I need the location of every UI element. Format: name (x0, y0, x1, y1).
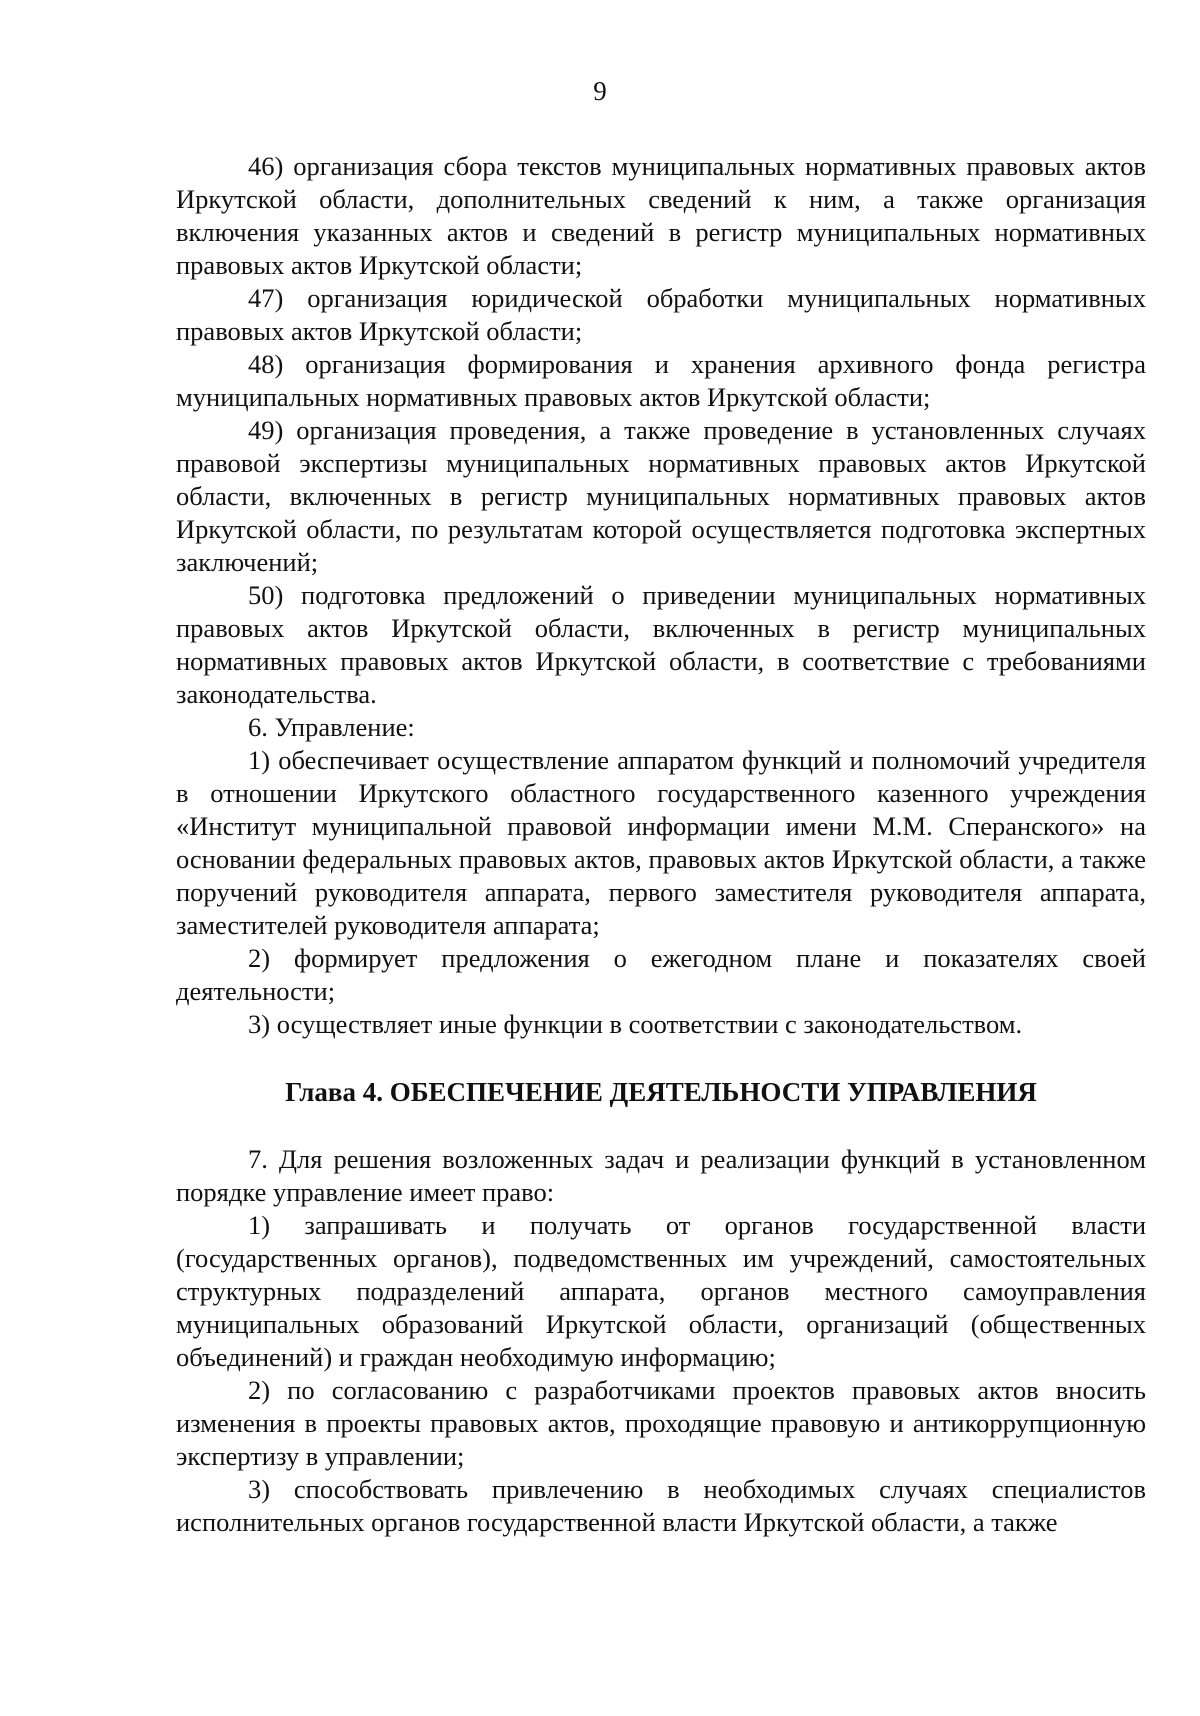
paragraph-item-48: 48) организация формирования и хранения архивного фонда регистра муниципальных нормативных правовых актов Иркутской области; (176, 349, 1146, 412)
paragraph-6-item-3: 3) осуществляет иные функции в соответствии с законодательством. (248, 1009, 1023, 1039)
paragraph-item-46: 46) организация сбора текстов муниципальных нормативных правовых актов Иркутской области, дополнительных сведений к ним, а также организация включения указанных актов и сведений в регистр муниципальных нормативных правовых актов Иркутской области; (176, 151, 1146, 280)
paragraph-section-7: 7. Для решения возложенных задач и реализации функций в установленном порядке управление имеет право: (176, 1144, 1146, 1207)
paragraph-7-item-2: 2) по согласованию с разработчиками проектов правовых актов вносить изменения в проекты правовых актов, проходящие правовую и антикоррупционную экспертизу в управлении; (176, 1375, 1146, 1471)
paragraph-6-item-2: 2) формирует предложения о ежегодном плане и показателях своей деятельности; (176, 943, 1146, 1006)
chapter-title: Глава 4. ОБЕСПЕЧЕНИЕ ДЕЯТЕЛЬНОСТИ УПРАВЛЕНИЯ (285, 1077, 1037, 1107)
paragraph-item-47: 47) организация юридической обработки муниципальных нормативных правовых актов Иркутской области; (176, 283, 1146, 346)
paragraph-7-item-1: 1) запрашивать и получать от органов государственной власти (государственных органов), подведомственных им учреждений, самостоятельных структурных подразделений аппарата, органов местного самоуправления муниципальных образований Иркутской области, организаций (общественных объединений) и граждан необходимую информацию; (176, 1210, 1146, 1372)
page-number: 9 (593, 76, 607, 106)
paragraph-item-49: 49) организация проведения, а также проведение в установленных случаях правовой экспертизы муниципальных нормативных правовых актов Иркутской области, включенных в регистр муниципальных нормативных правовых актов Иркутской области, по результатам которой осуществляется подготовка экспертных заключений; (176, 415, 1146, 577)
paragraph-item-50: 50) подготовка предложений о приведении муниципальных нормативных правовых актов Иркутской области, включенных в регистр муниципальных нормативных правовых актов Иркутской области, в соответствие с требованиями законодательства. (176, 580, 1146, 709)
paragraph-section-6: 6. Управление: (248, 712, 415, 742)
paragraph-7-item-3: 3) способствовать привлечению в необходимых случаях специалистов исполнительных органов государственной власти Иркутской области, а также (176, 1474, 1146, 1537)
document-body (176, 150, 1146, 1539)
paragraph-6-item-1: 1) обеспечивает осуществление аппаратом функций и полномочий учредителя в отношении Иркутского областного государственного казенного учреждения «Институт муниципальной правовой информации имени М.М. Сперанского» на основании федеральных правовых актов, правовых актов Иркутской области, а также поручений руководителя аппарата, первого заместителя руководителя аппарата, заместителей руководителя аппарата; (176, 745, 1146, 940)
